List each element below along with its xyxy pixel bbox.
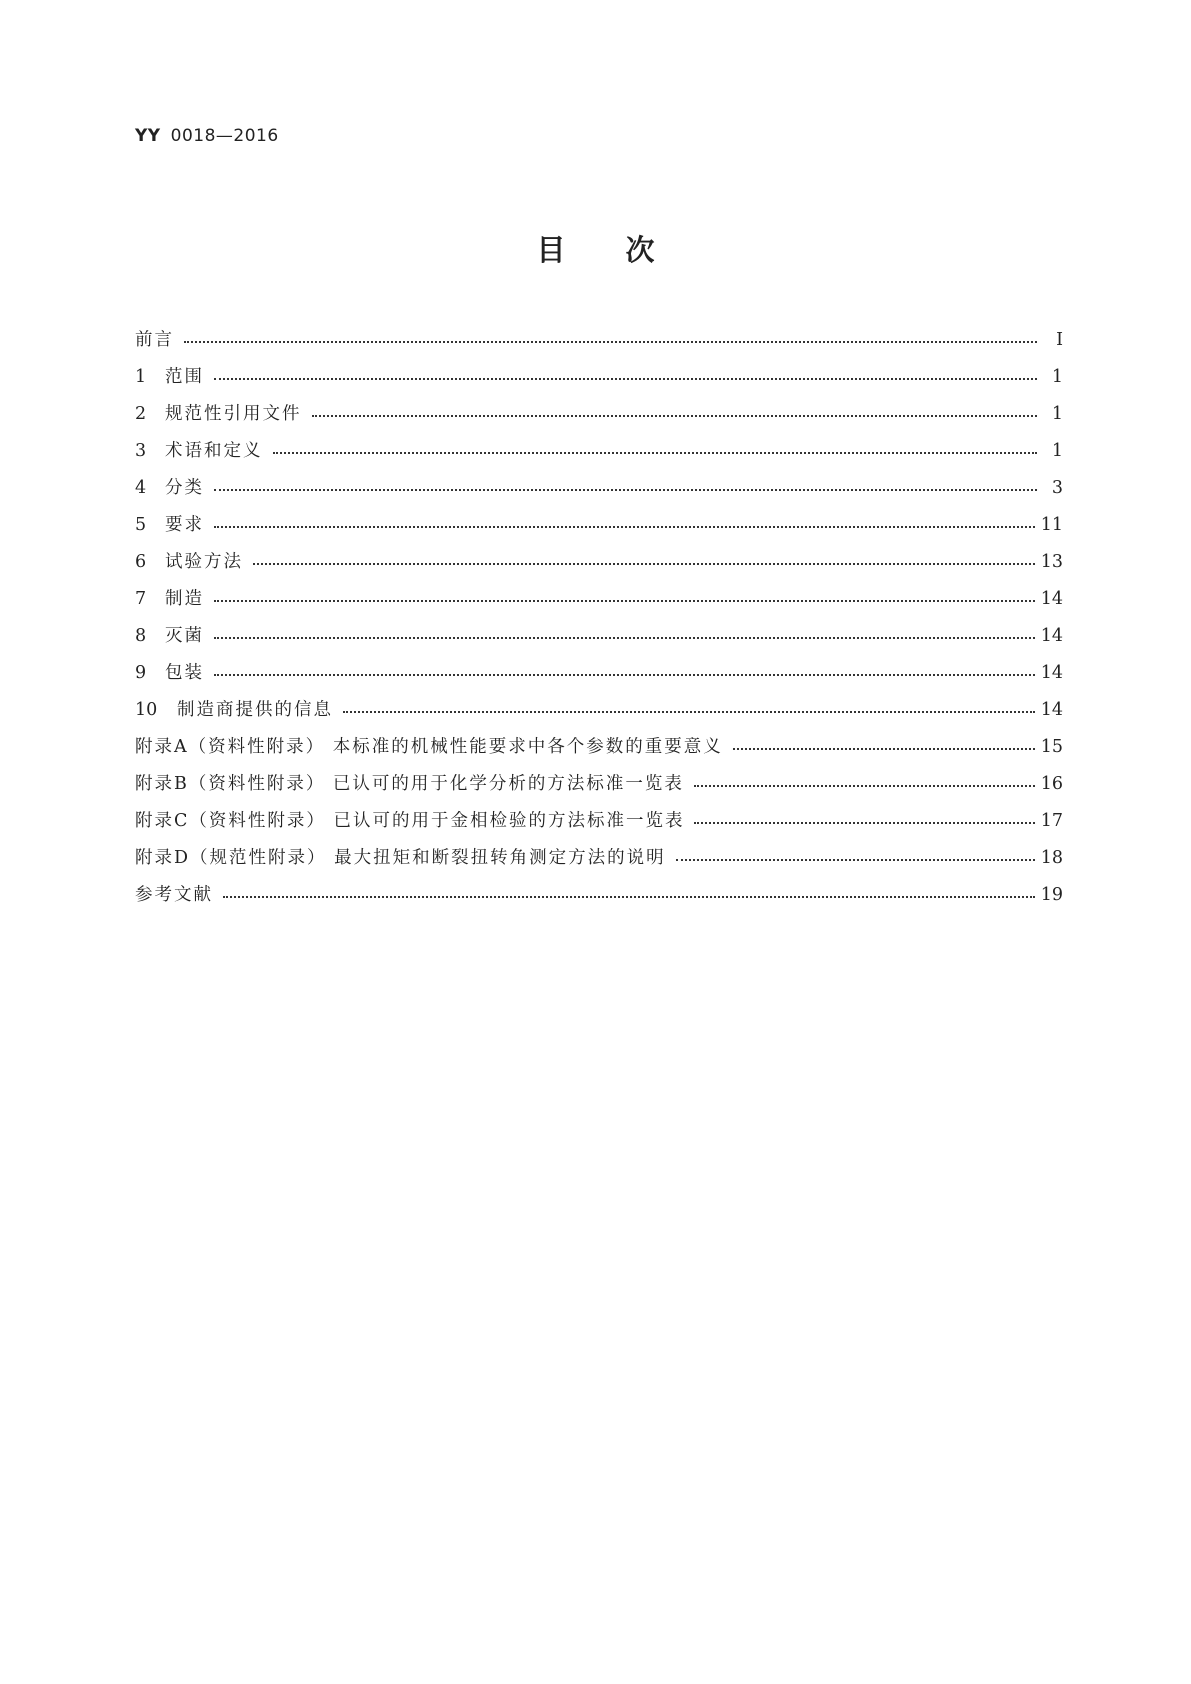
toc-section-number: 2 [135,404,147,424]
dot-leader [184,341,1037,343]
toc-section-number: 8 [135,626,147,646]
toc-page-number: 15 [1040,737,1063,757]
table-of-contents [135,326,1063,918]
dot-leader [676,859,1035,861]
toc-entry-manufacture[interactable] [135,585,1063,622]
toc-entry-label: 灭菌 [165,626,204,646]
toc-entry-foreword[interactable] [135,326,1063,363]
toc-entry-label: 附录B（资料性附录） 已认可的用于化学分析的方法标准一览表 [135,774,684,794]
toc-entry-terms-definitions[interactable] [135,437,1063,474]
toc-section-number: 6 [135,552,147,572]
dot-leader [214,674,1035,676]
page-title: 目次 [536,233,715,267]
dot-leader [214,489,1037,491]
toc-section-number: 3 [135,441,147,461]
toc-entry-label: 试验方法 [165,552,243,572]
toc-entry-label: 要求 [165,515,204,535]
toc-section-number: 4 [135,478,147,498]
toc-page-number: 1 [1051,441,1063,461]
toc-page-number: 18 [1040,848,1063,868]
toc-entry-manufacturer-information[interactable] [135,696,1063,733]
toc-page-number: 13 [1040,552,1063,572]
dot-leader [253,563,1035,565]
document-code [135,126,279,146]
toc-page-number: 14 [1040,663,1063,683]
toc-entry-sterilization[interactable] [135,622,1063,659]
toc-entry-normative-references[interactable] [135,400,1063,437]
toc-entry-label: 规范性引用文件 [165,404,302,424]
toc-page-number: Ⅰ [1056,330,1063,350]
toc-entry-annex-c[interactable] [135,807,1063,844]
toc-entry-packaging[interactable] [135,659,1063,696]
toc-entry-label: 术语和定义 [165,441,263,461]
dot-leader [214,378,1037,380]
toc-entry-bibliography[interactable] [135,881,1063,918]
dot-leader [214,637,1035,639]
toc-section-number: 7 [135,589,147,609]
toc-entry-label: 附录A（资料性附录） 本标准的机械性能要求中各个参数的重要意义 [135,737,723,757]
toc-entry-test-methods[interactable] [135,548,1063,585]
toc-entry-requirements[interactable] [135,511,1063,548]
toc-section-number: 10 [135,700,158,720]
dot-leader [733,748,1035,750]
toc-section-number: 1 [135,367,147,387]
toc-entry-classification[interactable] [135,474,1063,511]
standard-number: 0018—2016 [170,126,279,146]
toc-page-number: 1 [1051,404,1063,424]
dot-leader [214,600,1035,602]
dot-leader [343,711,1035,713]
toc-section-number: 5 [135,515,147,535]
toc-page-number: 17 [1040,811,1063,831]
dot-leader [694,785,1035,787]
dot-leader [214,526,1035,528]
toc-entry-annex-d[interactable] [135,844,1063,881]
toc-entry-label: 制造 [165,589,204,609]
toc-entry-label: 分类 [165,478,204,498]
toc-section-number: 9 [135,663,147,683]
toc-entry-annex-a[interactable] [135,733,1063,770]
toc-page-number: 1 [1051,367,1063,387]
toc-entry-label: 前言 [135,330,174,350]
toc-page-number: 14 [1040,589,1063,609]
dot-leader [694,822,1034,824]
toc-entry-label: 制造商提供的信息 [177,700,333,720]
toc-entry-scope[interactable] [135,363,1063,400]
dot-leader [273,452,1038,454]
toc-page-number: 14 [1040,700,1063,720]
toc-page-number: 16 [1040,774,1063,794]
toc-entry-label: 包装 [165,663,204,683]
dot-leader [223,896,1035,898]
toc-entry-label: 参考文献 [135,885,213,905]
toc-page-number: 11 [1040,515,1063,535]
toc-entry-label: 附录C（资料性附录） 已认可的用于金相检验的方法标准一览表 [135,811,685,831]
toc-entry-annex-b[interactable] [135,770,1063,807]
standard-prefix: YY [135,126,161,146]
toc-page-number: 3 [1051,478,1063,498]
dot-leader [312,415,1038,417]
toc-entry-label: 范围 [165,367,204,387]
toc-entry-label: 附录D（规范性附录） 最大扭矩和断裂扭转角测定方法的说明 [135,848,666,868]
toc-page-number: 14 [1040,626,1063,646]
toc-page-number: 19 [1040,885,1063,905]
